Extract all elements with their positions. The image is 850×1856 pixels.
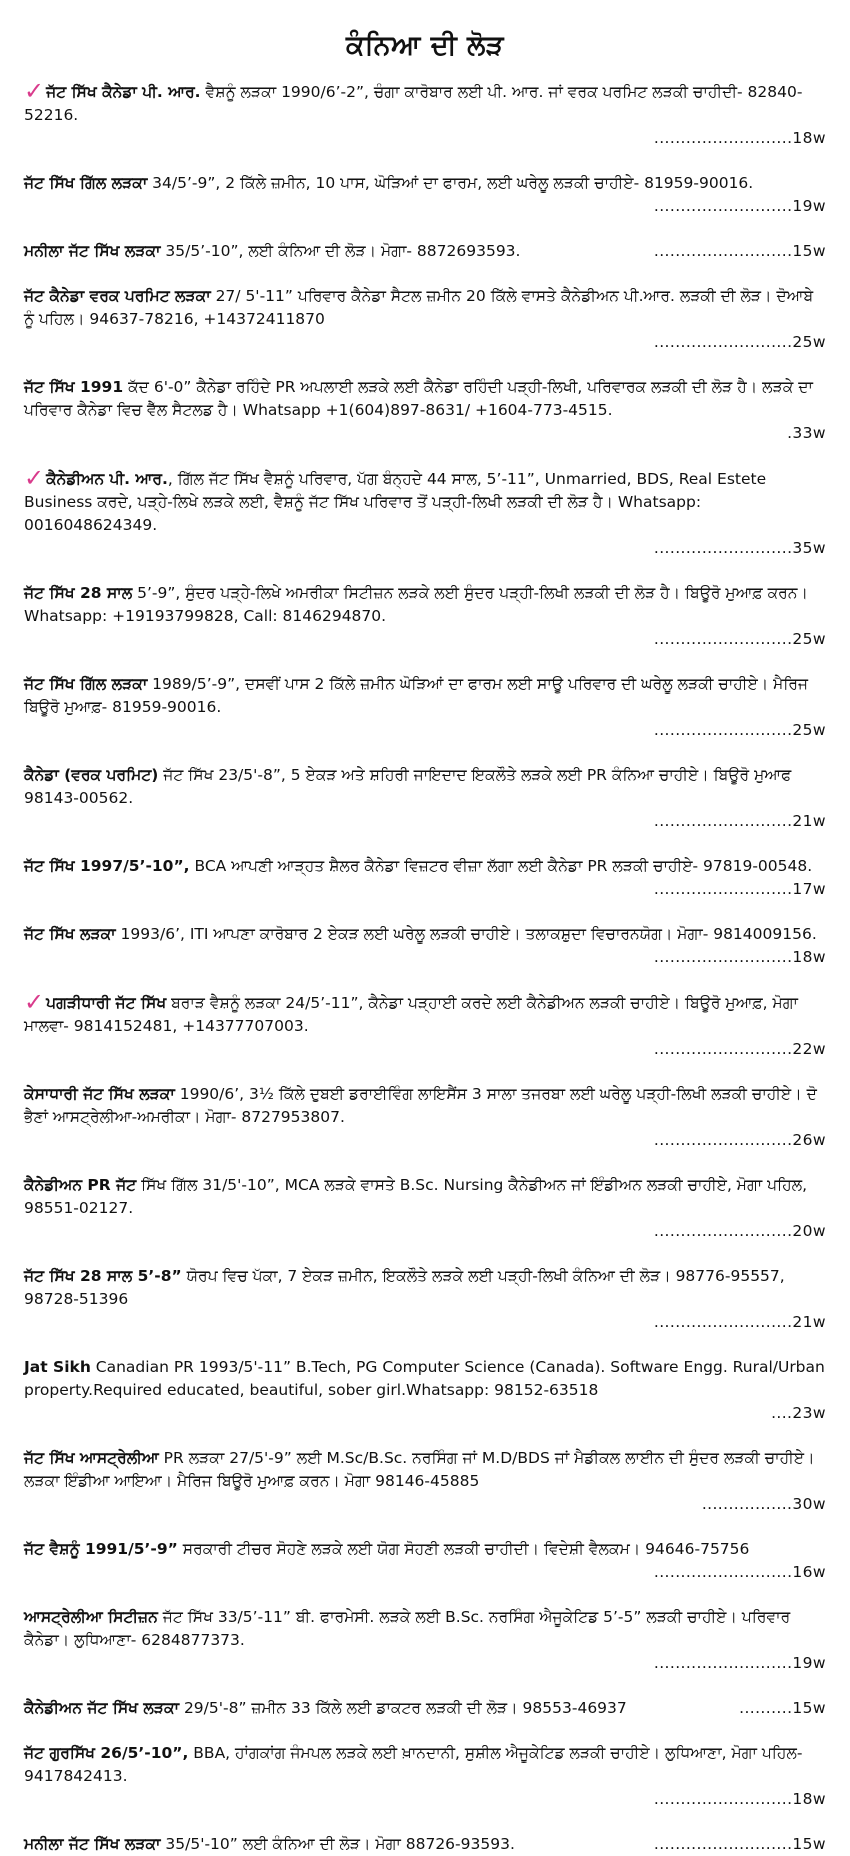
classified-ad bbox=[24, 673, 826, 742]
ad-text: ਜੱਟ ਸਿੱਖ 23/5'-8”, 5 ਏਕੜ ਅਤੇ ਸ਼ਹਿਰੀ ਜਾਇਦਾਦ ਇਕਲੌਤੇ ਲੜਕੇ ਲਈ PR ਕੰਨਿਆ ਚਾਹੀਏ। ਬਿਊਰੋ ਮੁਆਫ 98143-00562. bbox=[24, 766, 792, 807]
ad-text: 5’-9”, ਸੁੰਦਰ ਪੜ੍ਹੇ-ਲਿਖੇ ਅਮਰੀਕਾ ਸਿਟੀਜ਼ਨ ਲੜਕੇ ਲਈ ਸੁੰਦਰ ਪੜ੍ਹੀ-ਲਿਖੀ ਲੜਕੀ ਦੀ ਲੋੜ ਹੈ। ਬਿਊਰੋ ਮੁਆਫ਼ ਕਰਨ। Whatsapp: +19193799828, Call: 8146294870. bbox=[24, 584, 808, 625]
ad-code: ..........................26w bbox=[653, 1131, 826, 1149]
ad-lead: ਜੱਟ ਸਿੱਖ 28 ਸਾਲ 5’-8” bbox=[24, 1267, 182, 1285]
page-title: ਕੰਨਿਆ ਦੀ ਲੋੜ bbox=[345, 30, 505, 61]
ad-code: ..........................18w bbox=[653, 129, 826, 147]
ad-code: ..........................22w bbox=[653, 1040, 826, 1058]
ad-lead: ਮਨੀਲਾ ਜੱਟ ਸਿੱਖ ਲੜਕਾ bbox=[24, 242, 161, 260]
ad-code: ..........................18w bbox=[653, 948, 826, 966]
ad-body bbox=[24, 287, 813, 328]
classified-ad bbox=[24, 582, 826, 651]
classified-ad bbox=[24, 923, 826, 969]
ad-text: 1989/5’-9”, ਦਸਵੀਂ ਪਾਸ 2 ਕਿੱਲੇ ਜ਼ਮੀਨ ਘੋੜਿਆਂ ਦਾ ਫਾਰਮ ਲਈ ਸਾਊ ਪਰਿਵਾਰ ਦੀ ਘਰੇਲੂ ਲੜਕੀ ਚਾਹੀਏ। ਮੈਰਿਜ ਬਿਊਰੋ ਮੁਆਫ਼- 81959-90016. bbox=[24, 675, 809, 716]
ad-text: BBA, ਹਾਂਗਕਾਂਗ ਜੰਮਪਲ ਲੜਕੇ ਲਈ ਖ਼ਾਨਦਾਨੀ, ਸੁਸ਼ੀਲ ਐਜੂਕੇਟਿਡ ਲੜਕੀ ਚਾਹੀਏ। ਲੁਧਿਆਣਾ, ਮੋਗਾ ਪਹਿਲ- 9417842413. bbox=[24, 1744, 803, 1785]
ad-body bbox=[24, 1176, 807, 1217]
ad-text: 27/ 5'-11” ਪਰਿਵਾਰ ਕੈਨੇਡਾ ਸੈਟਲ ਜ਼ਮੀਨ 20 ਕਿੱਲੇ ਵਾਸਤੇ ਕੈਨੇਡੀਅਨ ਪੀ.ਆਰ. ਲੜਕੀ ਦੀ ਲੋੜ। ਦੋਆਬੇ ਨੂੰ ਪਹਿਲ। 94637-78216, +14372411870 bbox=[24, 287, 814, 328]
ad-code: ..........................21w bbox=[653, 1313, 826, 1331]
checkmark-icon: ✓ bbox=[24, 464, 45, 492]
classified-ad bbox=[24, 1606, 826, 1675]
ad-body bbox=[24, 1449, 815, 1490]
classified-ad bbox=[24, 764, 826, 833]
ad-text: 1993/6’, ITI ਆਪਣਾ ਕਾਰੋਬਾਰ 2 ਏਕੜ ਲਈ ਘਰੇਲੂ ਲੜਕੀ ਚਾਹੀਏ। ਤਲਾਕਸ਼ੁਦਾ ਵਿਚਾਰਨਯੋਗ। ਮੋਗਾ- 9814009156. bbox=[115, 925, 817, 943]
ad-code: ..........................19w bbox=[653, 197, 826, 215]
ad-text: Canadian PR 1993/5'-11” B.Tech, PG Computer Science (Canada). Software Engg. Rural/Urban property.Required educated, beautiful, sober girl.Whatsapp: 98152-63518 bbox=[24, 1358, 825, 1399]
ad-lead: ਪਗੜੀਧਾਰੀ ਜੱਟ ਸਿੱਖ bbox=[46, 994, 167, 1012]
ad-text: BCA ਆਪਣੀ ਆੜ੍ਹਤ ਸ਼ੈਲਰ ਕੈਨੇਡਾ ਵਿਜ਼ਟਰ ਵੀਜ਼ਾ ਲੱਗਾ ਲਈ ਕੈਨੇਡਾ PR ਲੜਕੀ ਚਾਹੀਏ- 97819-00548. bbox=[189, 857, 813, 875]
classified-ad bbox=[24, 1174, 826, 1243]
ad-code: .33w bbox=[787, 424, 826, 442]
ad-text: ਸਰਕਾਰੀ ਟੀਚਰ ਸੋਹਣੇ ਲੜਕੇ ਲਈ ਯੋਗ ਸੋਹਣੀ ਲੜਕੀ ਚਾਹੀਦੀ। ਵਿਦੇਸ਼ੀ ਵੈਲਕਮ। 94646-75756 bbox=[177, 1540, 750, 1558]
classified-ad bbox=[24, 1265, 826, 1334]
ad-body bbox=[24, 584, 808, 625]
classified-ad bbox=[24, 240, 826, 263]
ad-text: ਜੱਟ ਸਿੱਖ 33/5’-11” ਬੀ. ਫਾਰਮੇਸੀ. ਲੜਕੇ ਲਈ B.Sc. ਨਰਸਿੰਗ ਐਜੂਕੇਟਿਡ 5’-5” ਲੜਕੀ ਚਾਹੀਏ। ਪਰਿਵਾਰ ਕੈਨੇਡਾ। ਲੁਧਿਆਣਾ- 6284877373. bbox=[24, 1608, 791, 1649]
ad-body bbox=[24, 766, 791, 807]
classified-ad bbox=[24, 988, 826, 1061]
classified-ad bbox=[24, 1447, 826, 1516]
ad-body bbox=[24, 174, 753, 192]
ad-body bbox=[24, 988, 798, 1035]
ad-lead: ਕੈਨੇਡੀਅਨ ਜੱਟ ਸਿੱਖ ਲੜਕਾ bbox=[24, 1699, 180, 1717]
ad-body bbox=[24, 464, 767, 534]
ad-code: ..........................17w bbox=[653, 880, 826, 898]
ad-code: ..........................25w bbox=[653, 333, 826, 351]
ad-lead: ਆਸਟ੍ਰੇਲੀਆ ਸਿਟੀਜ਼ਨ bbox=[24, 1608, 158, 1626]
ad-code: ..........................35w bbox=[653, 539, 826, 557]
ad-text: 1990/6’, 3½ ਕਿੱਲੇ ਦੁਬਈ ਡਰਾਈਵਿੰਗ ਲਾਇਸੈਂਸ 3 ਸਾਲਾ ਤਜਰਬਾ ਲਈ ਘਰੇਲੂ ਪੜ੍ਹੀ-ਲਿਖੀ ਲੜਕੀ ਚਾਹੀਏ। ਦੋ ਭੈਣਾਂ ਆਸਟ੍ਰੇਲੀਆ-ਅਮਰੀਕਾ। ਮੋਗਾ- 8727953807. bbox=[24, 1085, 817, 1126]
ad-lead: ਜੱਟ ਸਿੱਖ 1997/5’-10”, bbox=[24, 857, 190, 875]
ad-body bbox=[24, 1085, 817, 1126]
ad-text: ਵੈਸ਼ਨੂੰ ਲੜਕਾ 1990/6’-2”, ਚੰਗਾ ਕਾਰੋਬਾਰ ਲਈ ਪੀ. ਆਰ. ਜਾਂ ਵਰਕ ਪਰਮਿਟ ਲੜਕੀ ਚਾਹੀਦੀ- 82840-52216. bbox=[24, 83, 803, 124]
classified-ad bbox=[24, 1083, 826, 1152]
ad-lead: ਜੱਟ ਗੁਰਸਿੱਖ 26/5’-10”, bbox=[24, 1744, 189, 1762]
classified-ad bbox=[24, 1697, 826, 1720]
ads-list bbox=[24, 77, 826, 1856]
ad-body bbox=[24, 1744, 802, 1785]
classified-ad bbox=[24, 855, 826, 901]
ad-text: 35/5'-10” ਲਈ ਕੰਨਿਆ ਦੀ ਲੋੜ। ਮੋਗਾ 88726-93593. bbox=[160, 1835, 515, 1853]
ad-body bbox=[24, 240, 520, 263]
ad-code: ..........................15w bbox=[653, 1835, 826, 1853]
ad-code: ..........................25w bbox=[653, 721, 826, 739]
classified-ad bbox=[24, 376, 826, 445]
ad-text: ਯੋਰਪ ਵਿਚ ਪੱਕਾ, 7 ਏਕੜ ਜ਼ਮੀਨ, ਇਕਲੌਤੇ ਲੜਕੇ ਲਈ ਪੜ੍ਹੀ-ਲਿਖੀ ਕੰਨਿਆ ਦੀ ਲੋੜ। 98776-95557, 98728-51396 bbox=[24, 1267, 785, 1308]
classified-ad bbox=[24, 464, 826, 560]
ad-body bbox=[24, 77, 803, 124]
ad-code: ..........................25w bbox=[653, 630, 826, 648]
ad-code: ..........................16w bbox=[653, 1563, 826, 1581]
checkmark-icon: ✓ bbox=[24, 77, 45, 105]
ad-lead: ਜੱਟ ਸਿੱਖ 28 ਸਾਲ bbox=[24, 584, 133, 602]
ad-lead: ਕੈਨੇਡੀਅਨ ਪੀ. ਆਰ. bbox=[46, 470, 168, 488]
ad-text: 29/5'-8” ਜ਼ਮੀਨ 33 ਕਿੱਲੇ ਲਈ ਡਾਕਟਰ ਲੜਕੀ ਦੀ ਲੋੜ। 98553-46937 bbox=[179, 1699, 627, 1717]
ad-body bbox=[24, 378, 813, 419]
ad-body bbox=[24, 675, 808, 716]
checkmark-icon: ✓ bbox=[24, 988, 45, 1016]
classified-ad bbox=[24, 172, 826, 218]
ad-body bbox=[24, 1267, 785, 1308]
ad-lead: ਜੱਟ ਕੈਨੇਡਾ ਵਰਕ ਪਰਮਿਟ ਲੜਕਾ bbox=[24, 287, 211, 305]
ad-lead: ਜੱਟ ਸਿੱਖ ਗਿੱਲ ਲੜਕਾ bbox=[24, 174, 148, 192]
ad-body bbox=[24, 1540, 749, 1558]
ad-text: 34/5’-9”, 2 ਕਿੱਲੇ ਜ਼ਮੀਨ, 10 ਪਾਸ, ਘੋੜਿਆਂ ਦਾ ਫਾਰਮ, ਲਈ ਘਰੇਲੂ ਲੜਕੀ ਚਾਹੀਏ- 81959-90016. bbox=[147, 174, 754, 192]
ad-lead: ਜੱਟ ਸਿੱਖ ਆਸਟ੍ਰੇਲੀਆ bbox=[24, 1449, 159, 1467]
ad-code: ..........................20w bbox=[653, 1222, 826, 1240]
ad-body bbox=[24, 1833, 515, 1856]
classified-ad bbox=[24, 285, 826, 354]
ad-lead: ਕੇਸਾਧਾਰੀ ਜੱਟ ਸਿੱਖ ਲੜਕਾ bbox=[24, 1085, 175, 1103]
ad-text: ਕੱਦ 6'-0” ਕੈਨੇਡਾ ਰਹਿੰਦੇ PR ਅਪਲਾਈ ਲੜਕੇ ਲਈ ਕੈਨੇਡਾ ਰਹਿੰਦੀ ਪੜ੍ਹੀ-ਲਿਖੀ, ਪਰਿਵਾਰਕ ਲੜਕੀ ਦੀ ਲੋੜ ਹੈ। ਲੜਕੇ ਦਾ ਪਰਿਵਾਰ ਕੈਨੇਡਾ ਵਿਚ ਵੈੱਲ ਸੈਟਲਡ ਹੈ। Whatsapp +1(604)897-8631/ +1604-773-4515. bbox=[24, 378, 813, 419]
ad-code: ..........................19w bbox=[653, 1654, 826, 1672]
ad-body bbox=[24, 857, 812, 875]
ad-body bbox=[24, 1358, 825, 1399]
ad-code: ....23w bbox=[771, 1404, 826, 1422]
classified-ad bbox=[24, 77, 826, 150]
classified-ad bbox=[24, 1356, 826, 1425]
ad-body bbox=[24, 1697, 627, 1720]
ad-code: ..........................15w bbox=[653, 242, 826, 260]
ad-lead: ਜੱਟ ਸਿੱਖ ਕੈਨੇਡਾ ਪੀ. ਆਰ. bbox=[46, 83, 201, 101]
ad-code: ..........................18w bbox=[653, 1790, 826, 1808]
ad-lead: ਮਨੀਲਾ ਜੱਟ ਸਿੱਖ ਲੜਕਾ bbox=[24, 1835, 161, 1853]
ad-lead: ਕੈਨੇਡੀਅਨ PR ਜੱਟ bbox=[24, 1176, 137, 1194]
ad-body bbox=[24, 925, 817, 943]
ad-text: , ਗਿੱਲ ਜੱਟ ਸਿੱਖ ਵੈਸ਼ਨੂੰ ਪਰਿਵਾਰ, ਪੱਗ ਬੰਨ੍ਹਦੇ 44 ਸਾਲ, 5’-11”, Unmarried, BDS, Real Estete Business ਕਰਦੇ, ਪੜ੍ਹੇ-ਲਿਖੇ ਲੜਕੇ ਲਈ, ਵੈਸ਼ਨੂੰ ਜੱਟ ਸਿੱਖ ਪਰਿਵਾਰ ਤੋਂ ਪੜ੍ਹੀ-ਲਿਖੀ ਲੜਕੀ ਦੀ ਲੋੜ ਹੈ। Whatsapp: 0016048624349. bbox=[24, 470, 767, 534]
ad-lead: ਜੱਟ ਸਿੱਖ ਲੜਕਾ bbox=[24, 925, 116, 943]
ad-text: PR ਲੜਕਾ 27/5'-9” ਲਈ M.Sc/B.Sc. ਨਰਸਿੰਗ ਜਾਂ M.D/BDS ਜਾਂ ਮੈਡੀਕਲ ਲਾਈਨ ਦੀ ਸੁੰਦਰ ਲੜਕੀ ਚਾਹੀਏ। ਲੜਕਾ ਇੰਡੀਆ ਆਇਆ। ਮੈਰਿਜ ਬਿਊਰੋ ਮੁਆਫ਼ ਕਰਨ। ਮੋਗਾ 98146-45885 bbox=[24, 1449, 815, 1490]
classified-ad bbox=[24, 1833, 826, 1856]
ad-lead: ਜੱਟ ਸਿੱਖ 1991 bbox=[24, 378, 124, 396]
classified-ad bbox=[24, 1742, 826, 1811]
ad-text: ਸਿੱਖ ਗਿੱਲ 31/5'-10”, MCA ਲੜਕੇ ਵਾਸਤੇ B.Sc. Nursing ਕੈਨੇਡੀਅਨ ਜਾਂ ਇੰਡੀਅਨ ਲੜਕੀ ਚਾਹੀਏ, ਮੋਗਾ ਪਹਿਲ, 98551-02127. bbox=[24, 1176, 808, 1217]
ad-lead: Jat Sikh bbox=[24, 1358, 91, 1376]
ad-lead: ਜੱਟ ਸਿੱਖ ਗਿੱਲ ਲੜਕਾ bbox=[24, 675, 148, 693]
ad-text: 35/5’-10”, ਲਈ ਕੰਨਿਆ ਦੀ ਲੋੜ। ਮੋਗਾ- 8872693593. bbox=[160, 242, 521, 260]
ad-lead: ਕੈਨੇਡਾ (ਵਰਕ ਪਰਮਿਟ) bbox=[24, 766, 159, 784]
ad-lead: ਜੱਟ ਵੈਸ਼ਨੂੰ 1991/5’-9” bbox=[24, 1540, 178, 1558]
classified-ad bbox=[24, 1538, 826, 1584]
ad-code: .................30w bbox=[701, 1495, 826, 1513]
ad-text: ਬਰਾੜ ਵੈਸ਼ਨੂੰ ਲੜਕਾ 24/5’-11”, ਕੈਨੇਡਾ ਪੜ੍ਹਾਈ ਕਰਦੇ ਲਈ ਕੈਨੇਡੀਅਨ ਲੜਕੀ ਚਾਹੀਏ। ਬਿਊਰੋ ਮੁਆਫ਼, ਮੋਗਾ ਮਾਲਵਾ- 9814152481, +14377707003. bbox=[24, 994, 798, 1035]
ad-body bbox=[24, 1608, 790, 1649]
ad-code: ..........................21w bbox=[653, 812, 826, 830]
ad-code: ..........15w bbox=[739, 1699, 826, 1717]
